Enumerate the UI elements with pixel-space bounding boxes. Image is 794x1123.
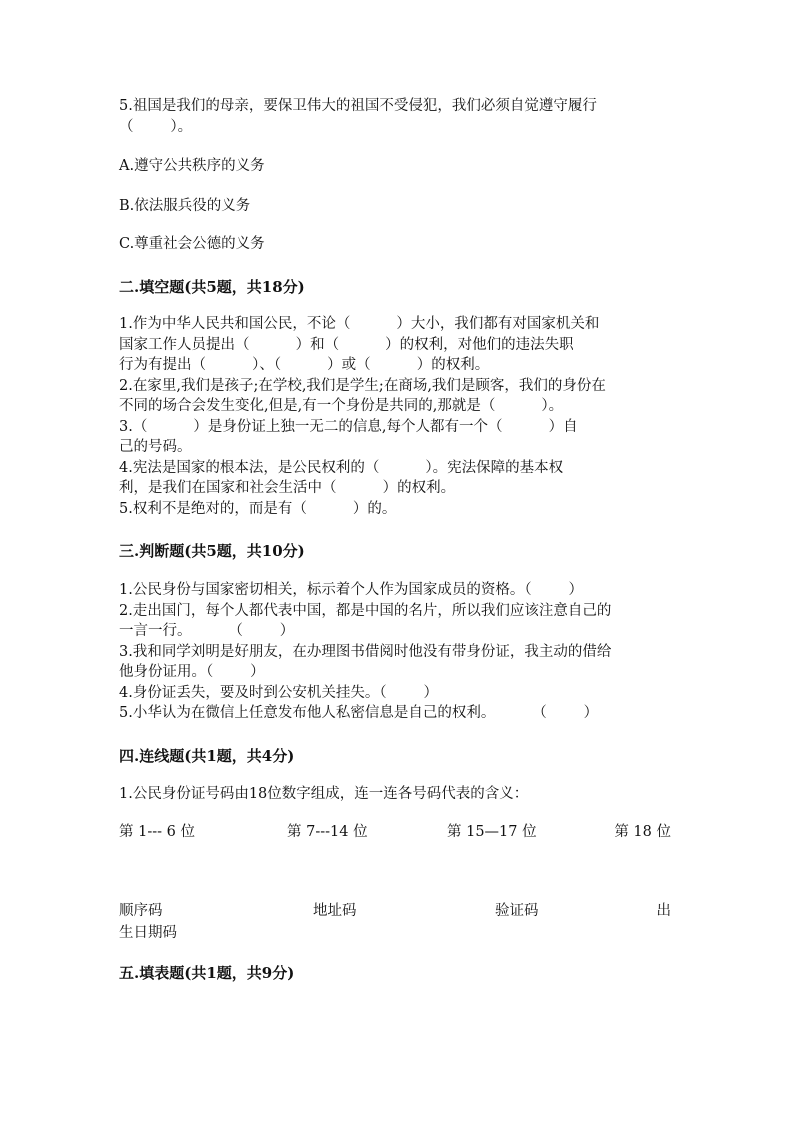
judge-line-5: 他身份证用。（ ）: [119, 664, 265, 680]
judge-line-1: 1.公民身份与国家密切相关，标示着个人作为国家成员的资格。（ ）: [119, 582, 583, 598]
fill-line-10: 5.权利不是绝对的，而是有（ ）的。: [119, 500, 397, 517]
meaning-row: [119, 901, 671, 1001]
section-2-body: [119, 314, 675, 519]
fill-line-3: 行为有提出（ ）、（ ）或（ ）的权利。: [119, 357, 490, 373]
option-b: B.依法服兵役的义务: [119, 198, 251, 214]
judge-line-2: 2.走出国门，每个人都代表中国，都是中国的名片，所以我们应该注意自己的: [119, 602, 612, 619]
question-5: [119, 96, 675, 137]
option-c: C.尊重社会公德的义务: [119, 236, 265, 252]
fill-line-7: 己的号码。: [119, 439, 192, 455]
judge-line-4: 3.我和同学刘明是好朋友，在办理图书借阅时他没有带身份证，我主动的借给: [119, 643, 612, 660]
fill-line-9: 利，是我们在国家和社会生活中（ ）的权利。: [119, 480, 456, 496]
meaning-4: 出: [656, 903, 671, 919]
fill-line-8: 4.宪法是国家的根本法，是公民权利的（ ）。宪法保障的基本权: [119, 459, 564, 476]
fill-line-1: 1.作为中华人民共和国公民，不论（ ）大小，我们都有对国家机关和: [119, 316, 600, 332]
meaning-2: 地址码: [313, 903, 357, 919]
fill-line-2: 国家工作人员提出（ ）和（ ）的权利，对他们的违法失职: [119, 336, 574, 353]
position-4: 第 18 位: [614, 824, 671, 840]
fill-line-4: 2.在家里,我们是孩子;在学校,我们是学生;在商场,我们是顾客，我们的身份在: [119, 377, 606, 394]
judge-line-7: 5.小华认为在微信上任意发布他人私密信息是自己的权利。 （ ）: [119, 705, 599, 721]
question-5-line-1: 5.祖国是我们的母亲，要保卫伟大的祖国不受侵犯，我们必须自觉遵守履行: [119, 98, 597, 114]
judge-line-6: 4.身份证丢失，要及时到公安机关挂失。（ ）: [119, 684, 438, 701]
position-3: 第 15—17 位: [447, 824, 537, 840]
judge-line-3: 一言一行。 （ ）: [119, 623, 295, 639]
section-3-title: 三.判断题(共5题，共10分): [119, 542, 305, 560]
fill-line-5: 不同的场合会发生变化,但是,有一个身份是共同的,那就是（ ）。: [119, 398, 564, 414]
meaning-1: 顺序码: [119, 903, 163, 919]
position-2: 第 7---14 位: [287, 824, 368, 840]
section-5-title: 五.填表题(共1题，共9分): [119, 964, 295, 982]
option-a: A.遵守公共秩序的义务: [119, 158, 265, 174]
section-2-title: 二.填空题(共5题，共18分): [119, 278, 305, 296]
matching-question: 1.公民身份证号码由18位数字组成，连一连各号码代表的含义：: [119, 786, 529, 802]
section-3-body: [119, 580, 675, 724]
section-4-title: 四.连线题(共1题，共4分): [119, 747, 295, 765]
question-5-line-2: （ ）。: [119, 118, 193, 135]
meaning-tail: 生日期码: [119, 925, 177, 941]
position-1: 第 1--- 6 位: [119, 824, 195, 840]
fill-line-6: 3.（ ）是身份证上独一无二的信息,每个人都有一个（ ）自: [119, 418, 578, 435]
meaning-3: 验证码: [495, 903, 539, 919]
